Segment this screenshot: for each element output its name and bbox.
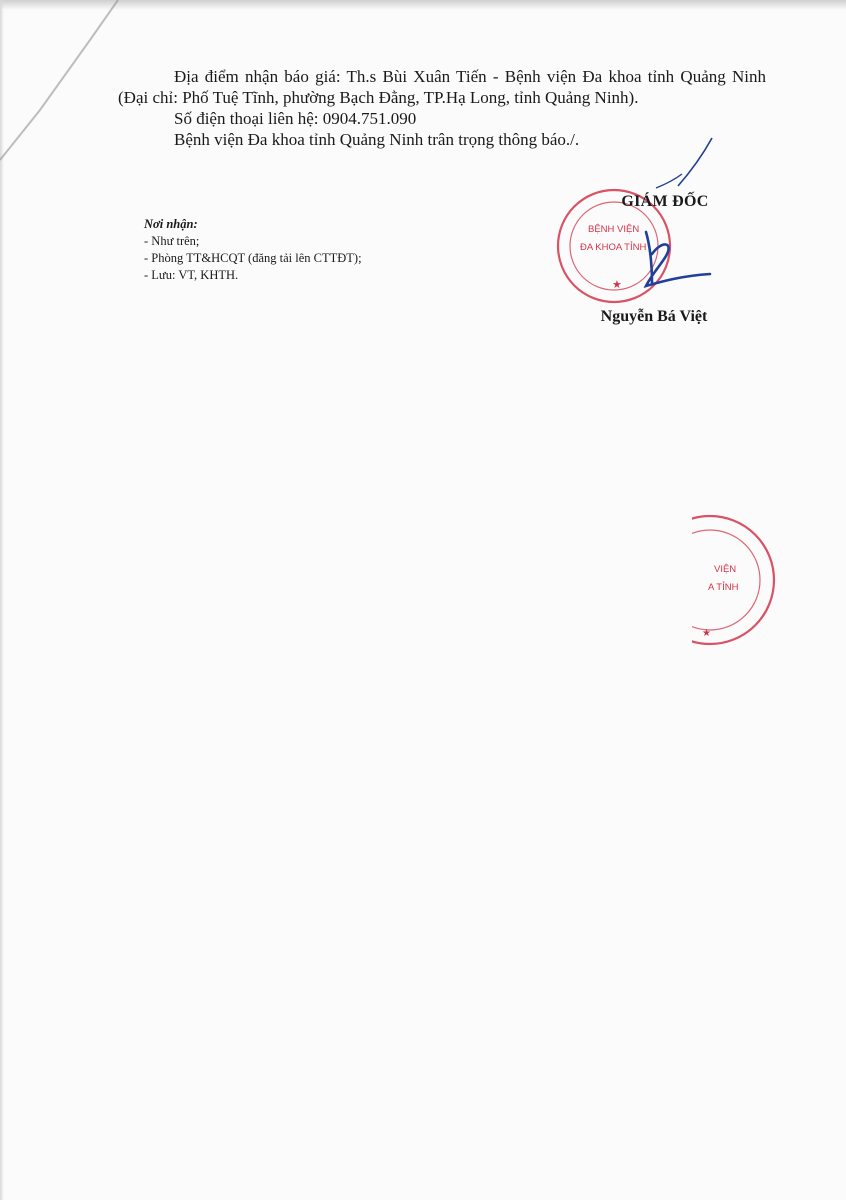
scan-top-edge xyxy=(0,0,846,10)
signatory-name: Nguyễn Bá Việt xyxy=(600,308,708,325)
edge-seal-line-1: VIỆN xyxy=(714,564,737,575)
scan-left-edge xyxy=(0,0,4,1200)
seal-line-2: ĐA KHOA TỈNH xyxy=(580,242,647,253)
edge-seal-line-2: A TỈNH xyxy=(708,582,739,593)
recipient-item: - Lưu: VT, KHTH. xyxy=(144,268,239,282)
seal-star-icon: ★ xyxy=(612,279,622,291)
recipient-item: - Như trên; xyxy=(144,234,200,248)
recipients-title: Nơi nhận: xyxy=(144,217,198,231)
seal-line-1: BỆNH VIỆN xyxy=(588,224,640,235)
contact-phone-paragraph: Số điện thoại liên hệ: 0904.751.090 xyxy=(174,109,417,128)
recipient-item: - Phòng TT&HCQT (đăng tải lên CTTĐT); xyxy=(144,251,362,265)
signatory-title: GIÁM ĐỐC xyxy=(621,193,709,210)
page-edge-seal-stamp xyxy=(692,510,782,650)
edge-seal-star-icon: ★ xyxy=(702,628,711,639)
receiving-location-paragraph: Địa điểm nhận báo giá: Th.s Bùi Xuân Tiến - Bệnh viện Đa khoa tỉnh Quảng Ninh (Đại chỉ: Phố Tuệ Tĩnh, phường Bạch Đằng, TP.Hạ Long, tỉnh Quảng Ninh). xyxy=(118,67,766,107)
paper-fold-line xyxy=(0,0,120,170)
closing-paragraph: Bệnh viện Đa khoa tỉnh Quảng Ninh trân trọng thông báo./. xyxy=(174,130,580,149)
recipients-block xyxy=(144,216,362,284)
handwritten-signature xyxy=(570,136,720,296)
